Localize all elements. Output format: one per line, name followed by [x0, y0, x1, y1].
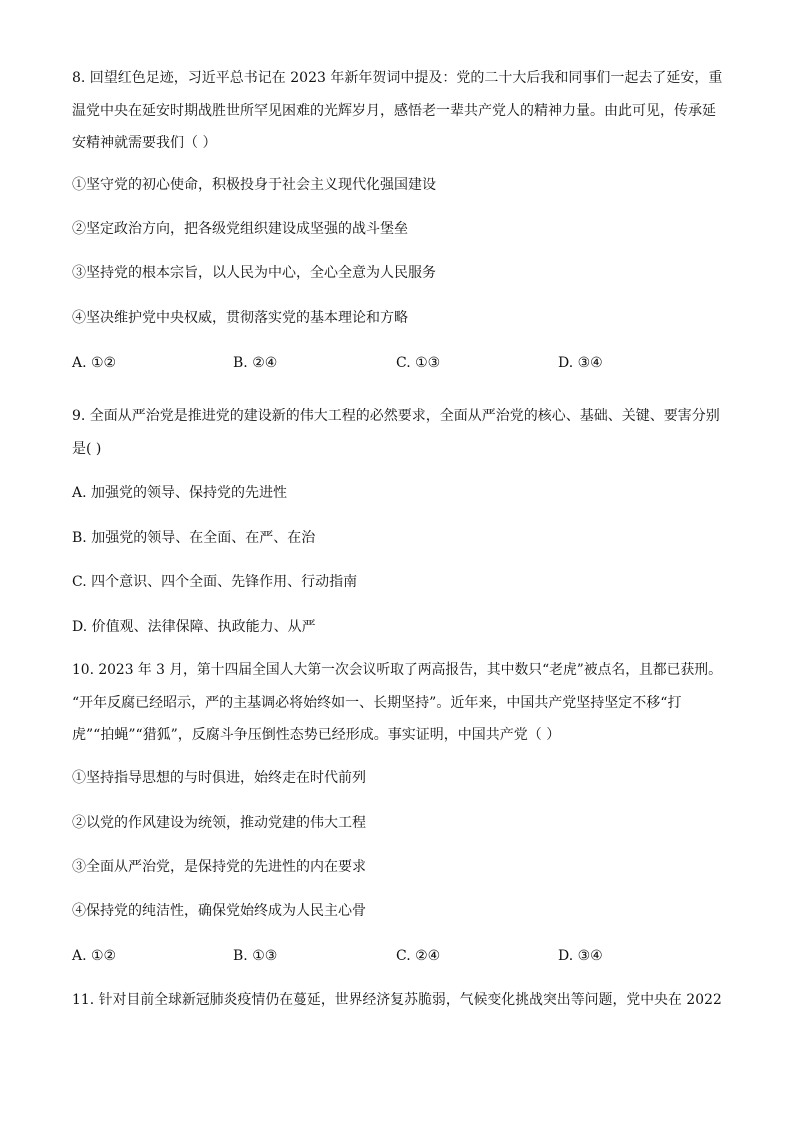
- question-10-option-b: B. ①③: [233, 948, 278, 964]
- question-9-stem-line-2: 是( ): [72, 441, 102, 457]
- question-8-option-d: D. ③④: [558, 355, 603, 371]
- question-8-option-a: A. ①②: [72, 355, 117, 371]
- question-10-stem-line-3: 虎”“拍蝇”“猎狐”，反腐斗争压倒性态势已经形成。事实证明，中国共产党（ ）: [72, 727, 561, 743]
- question-8-option-c: C. ①③: [396, 355, 441, 371]
- question-11-stem-line-1: 11. 针对目前全球新冠肺炎疫情仍在蔓延，世界经济复苏脆弱，气候变化挑战突出等问题，党中央在 2022: [72, 992, 722, 1008]
- question-10-stem-line-2: “开年反腐已经昭示，严的主基调必将始终如一、长期坚持”。近年来，中国共产党坚持坚定不移“打: [72, 695, 682, 711]
- question-9-option-a: A. 加强党的领导、保持党的先进性: [72, 485, 288, 501]
- question-8-statement-1: ①坚守党的初心使命，积极投身于社会主义现代化强国建设: [72, 177, 436, 193]
- question-9-stem-line-1: 9. 全面从严治党是推进党的建设新的伟大工程的必然要求，全面从严治党的核心、基础、关键、要害分别: [72, 408, 720, 424]
- question-9-option-d: D. 价值观、法律保障、执政能力、从严: [72, 619, 316, 635]
- question-8-stem-line-1: 8. 回望红色足迹，习近平总书记在 2023 年新年贺词中提及：党的二十大后我和同事们一起去了延安，重: [72, 70, 723, 86]
- question-8-statement-2: ②坚定政治方向，把各级党组织建设成坚强的战斗堡垒: [72, 221, 408, 237]
- question-8-option-b: B. ②④: [233, 355, 278, 371]
- question-8-statement-3: ③坚持党的根本宗旨，以人民为中心，全心全意为人民服务: [72, 265, 436, 281]
- question-8-stem-line-2: 温党中央在延安时期战胜世所罕见困难的光辉岁月，感悟老一辈共产党人的精神力量。由此可见，传承延: [72, 103, 716, 119]
- question-10-option-a: A. ①②: [72, 948, 117, 964]
- question-10-statement-4: ④保持党的纯洁性，确保党始终成为人民主心骨: [72, 903, 366, 919]
- question-10-statement-1: ①坚持指导思想的与时俱进，始终走在时代前列: [72, 770, 366, 786]
- question-10-option-d: D. ③④: [558, 948, 603, 964]
- question-8-statement-4: ④坚决维护党中央权威，贯彻落实党的基本理论和方略: [72, 310, 408, 326]
- question-10-statement-2: ②以党的作风建设为统领，推动党建的伟大工程: [72, 815, 366, 831]
- question-8-stem-line-3: 安精神就需要我们（ ）: [72, 135, 217, 151]
- question-10-stem-line-1: 10. 2023 年 3 月，第十四届全国人大第一次会议听取了两高报告，其中数只“老虎”被点名，且都已获刑。: [72, 662, 722, 678]
- question-9-option-b: B. 加强党的领导、在全面、在严、在治: [72, 530, 316, 546]
- question-9-option-c: C. 四个意识、四个全面、先锋作用、行动指南: [72, 574, 358, 590]
- question-10-statement-3: ③全面从严治党，是保持党的先进性的内在要求: [72, 859, 366, 875]
- question-10-option-c: C. ②④: [396, 948, 441, 964]
